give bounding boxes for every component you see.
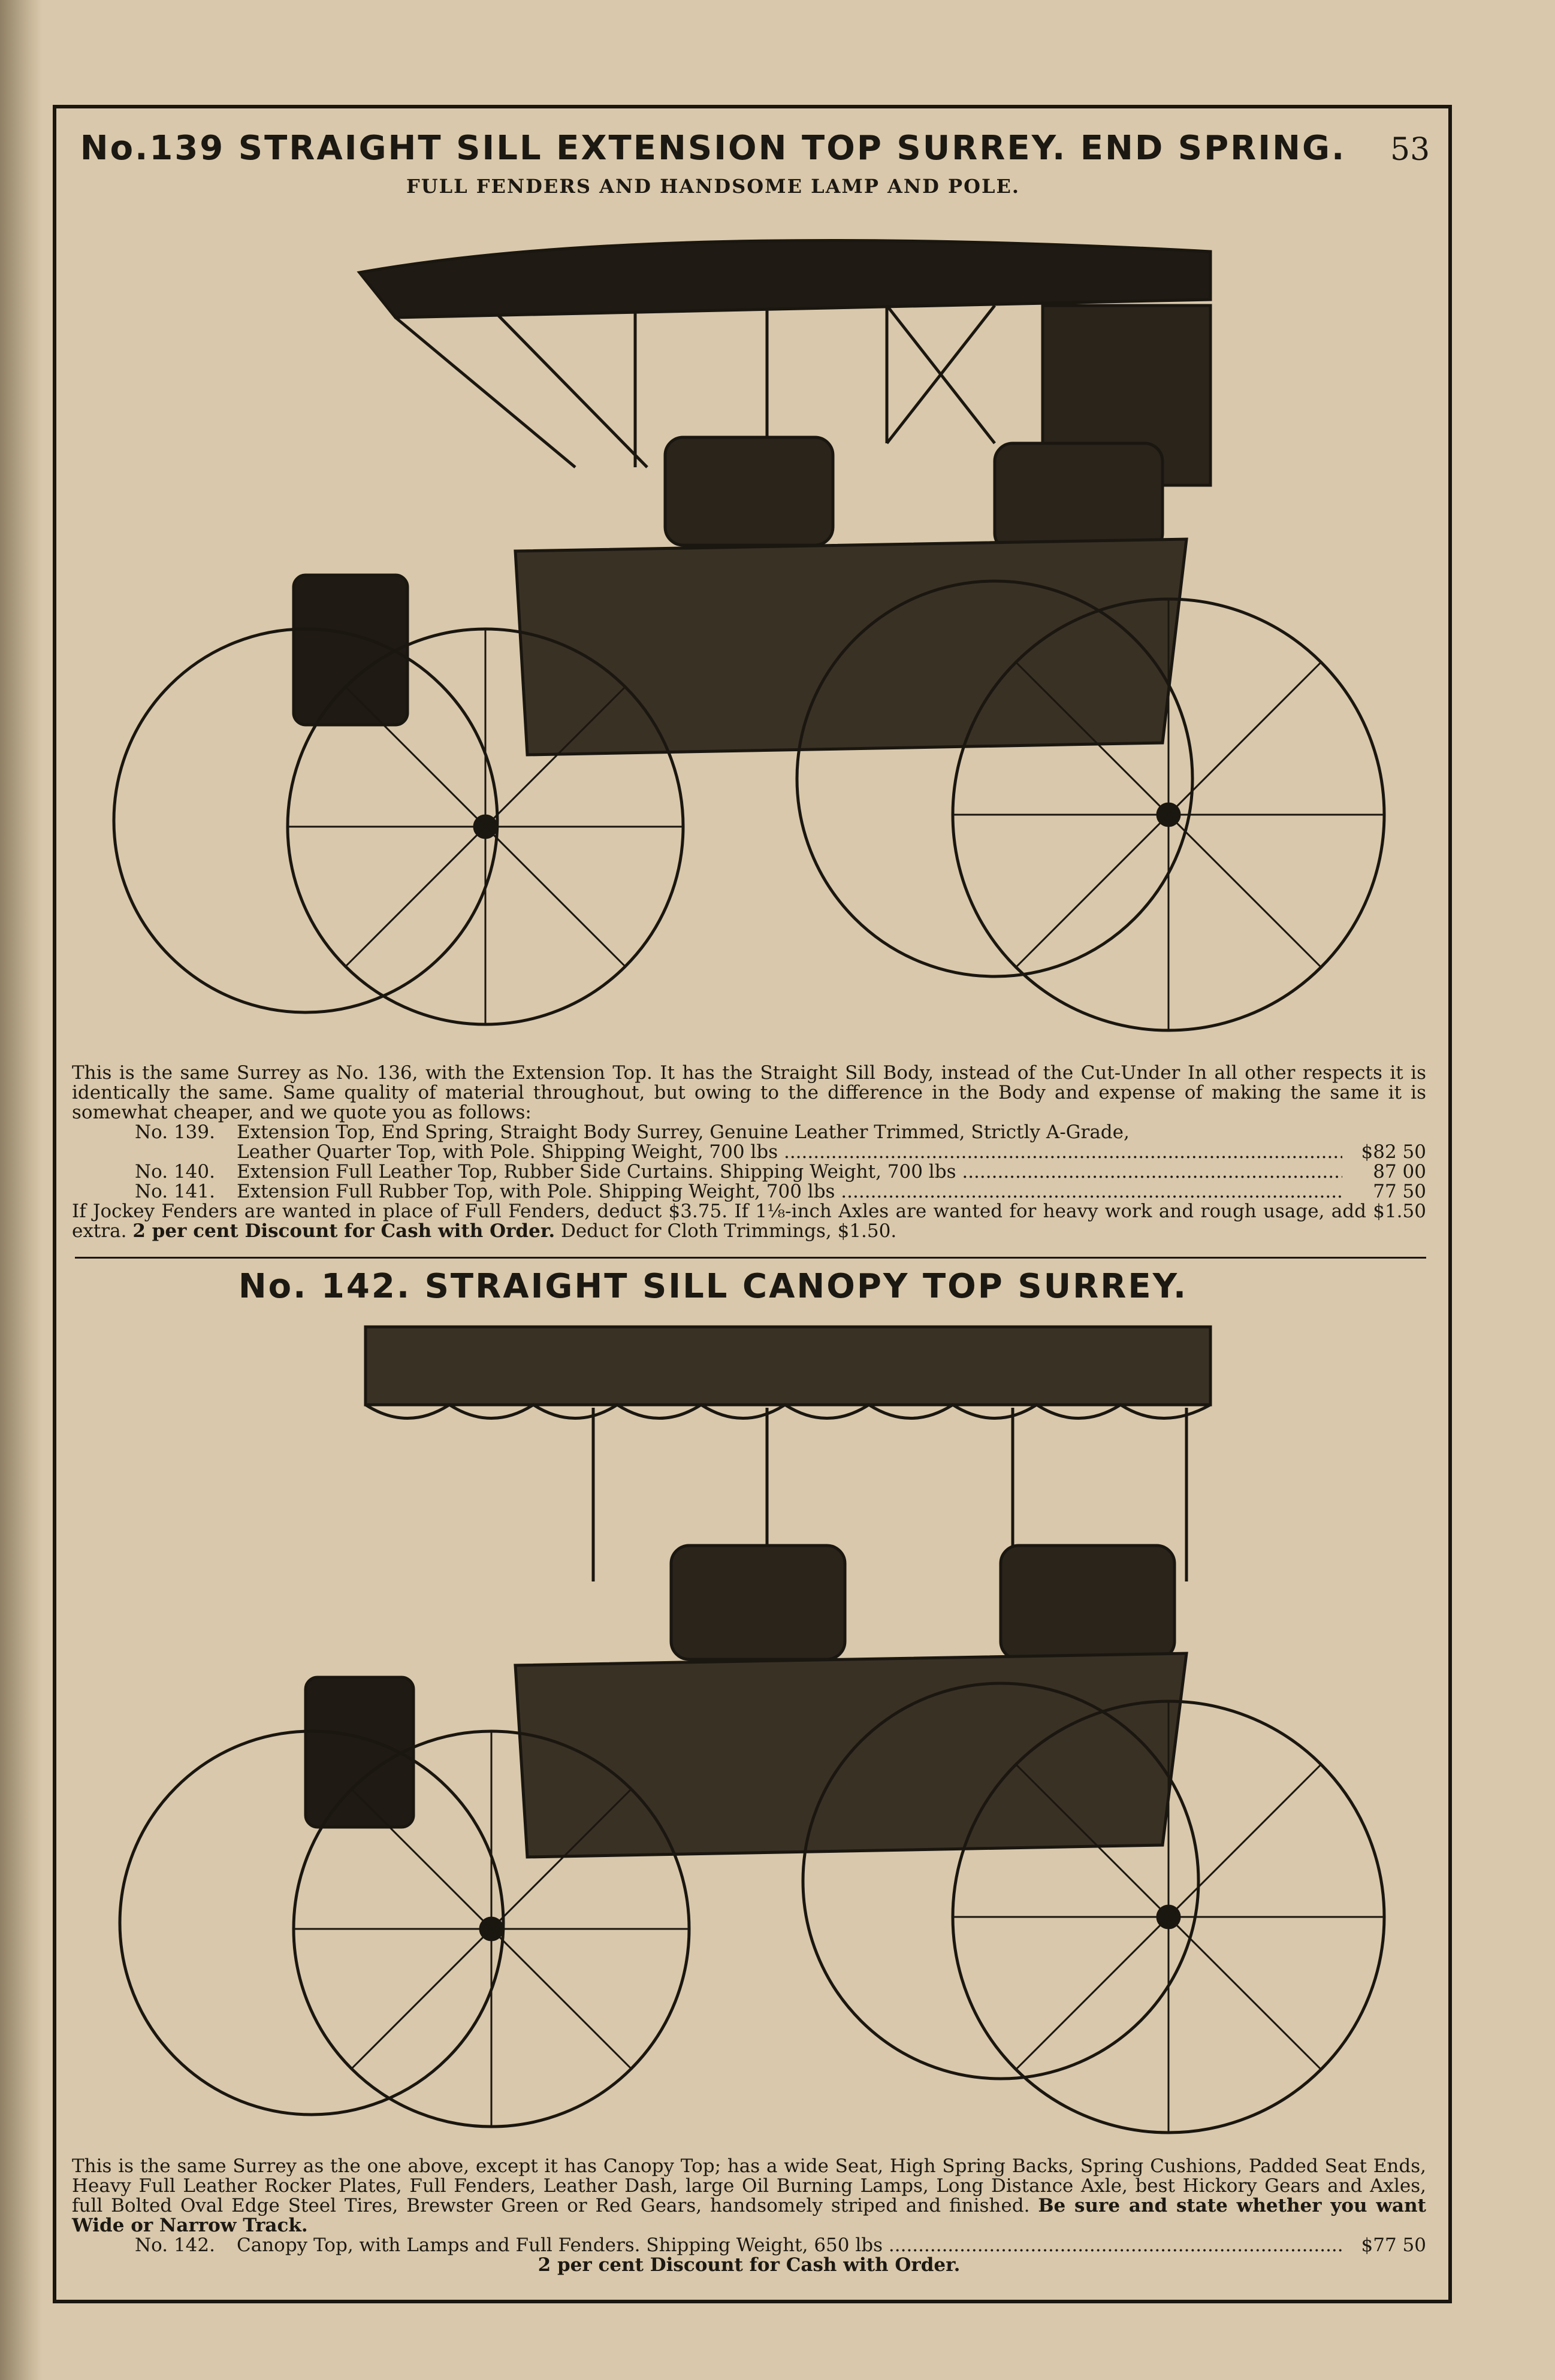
- page-number: 53: [1390, 132, 1430, 168]
- canopy-top-surrey-illustration: [108, 1318, 1396, 2157]
- section1-footer: If Jockey Fenders are wanted in place of Full Fenders, deduct $3.75. If 1⅛-inch Axles are wanted for heavy work and rough usage, add $1.50 extra. 2 per cent Discount for Cash with Order. Deduct for Cloth Trimmings, $1.50.: [72, 1200, 1426, 1242]
- item-number: No. 140.: [135, 1161, 215, 1183]
- book-binding-edge: [0, 0, 42, 2380]
- extension-top-surrey-illustration: [108, 216, 1396, 1054]
- section2-title: No. 142. STRAIGHT SILL CANOPY TOP SURREY.: [238, 1267, 1188, 1306]
- price-row-139-cont: [72, 1142, 1426, 1162]
- price-row-140: [72, 1162, 1426, 1182]
- section-divider: [75, 1257, 1426, 1259]
- item-text: Canopy Top, with Lamps and Full Fenders. Shipping Weight, 650 lbs .....: [237, 2236, 1342, 2255]
- item-price: 77 50: [1373, 1181, 1426, 1202]
- item-number: No. 142.: [135, 2234, 215, 2256]
- price-row-139: [72, 1123, 1426, 1142]
- item-text-cont: Leather Quarter Top, with Pole. Shipping Weight, 700 lbs .....: [237, 1142, 1342, 1162]
- item-price: $82 50: [1361, 1141, 1426, 1163]
- item-price: $77 50: [1361, 2234, 1426, 2256]
- price-row-142: [72, 2236, 1426, 2255]
- section2-description: [72, 2157, 1426, 2275]
- section2-intro: This is the same Surrey as the one above, except it has Canopy Top; has a wide Seat, High Spring Backs, Spring Cushions, Padded Seat Ends, Heavy Full Leather Rocker Plates, Full Fenders, Leather Dash, large Oil Burning Lamps, Long Distance Axle, best Hickory Gears and Axles, full Bolted Oval Edge Steel Tires, Brewster Green or Red Gears, handsomely striped and finished. Be sure and state whether you want Wide or Narrow Track.: [72, 2155, 1426, 2236]
- price-row-141: [72, 1182, 1426, 1202]
- section1-title: No.139 STRAIGHT SILL EXTENSION TOP SURREY. END SPRING.: [80, 129, 1346, 168]
- section1-description: [72, 1063, 1426, 1241]
- item-number: No. 141.: [135, 1181, 215, 1202]
- item-text: Extension Top, End Spring, Straight Body Surrey, Genuine Leather Trimmed, Strictly A-Grade,: [237, 1121, 1130, 1143]
- track-note: Be sure and state whether you want Wide or Narrow Track.: [72, 2195, 1426, 2236]
- item-price: 87 00: [1373, 1161, 1426, 1183]
- section1-intro: This is the same Surrey as No. 136, with the Extension Top. It has the Straight Sill Body, instead of the Cut-Under In all other respects it is identically the same. Same quality of material throughout, but owing to the difference in the Body and expense of making the same it is somewhat cheaper, and we quote you as follows:: [72, 1062, 1426, 1123]
- discount-note: 2 per cent Discount for Cash with Order.: [132, 1220, 555, 1242]
- section1-subtitle: FULL FENDERS AND HANDSOME LAMP AND POLE.: [406, 175, 1020, 198]
- item-text: Extension Full Leather Top, Rubber Side Curtains. Shipping Weight, 700 lbs .....: [237, 1162, 1342, 1182]
- item-number: No. 139.: [135, 1121, 215, 1143]
- item-text: Extension Full Rubber Top, with Pole. Shipping Weight, 700 lbs .....: [237, 1182, 1342, 1202]
- discount-note: 2 per cent Discount for Cash with Order.: [538, 2254, 961, 2276]
